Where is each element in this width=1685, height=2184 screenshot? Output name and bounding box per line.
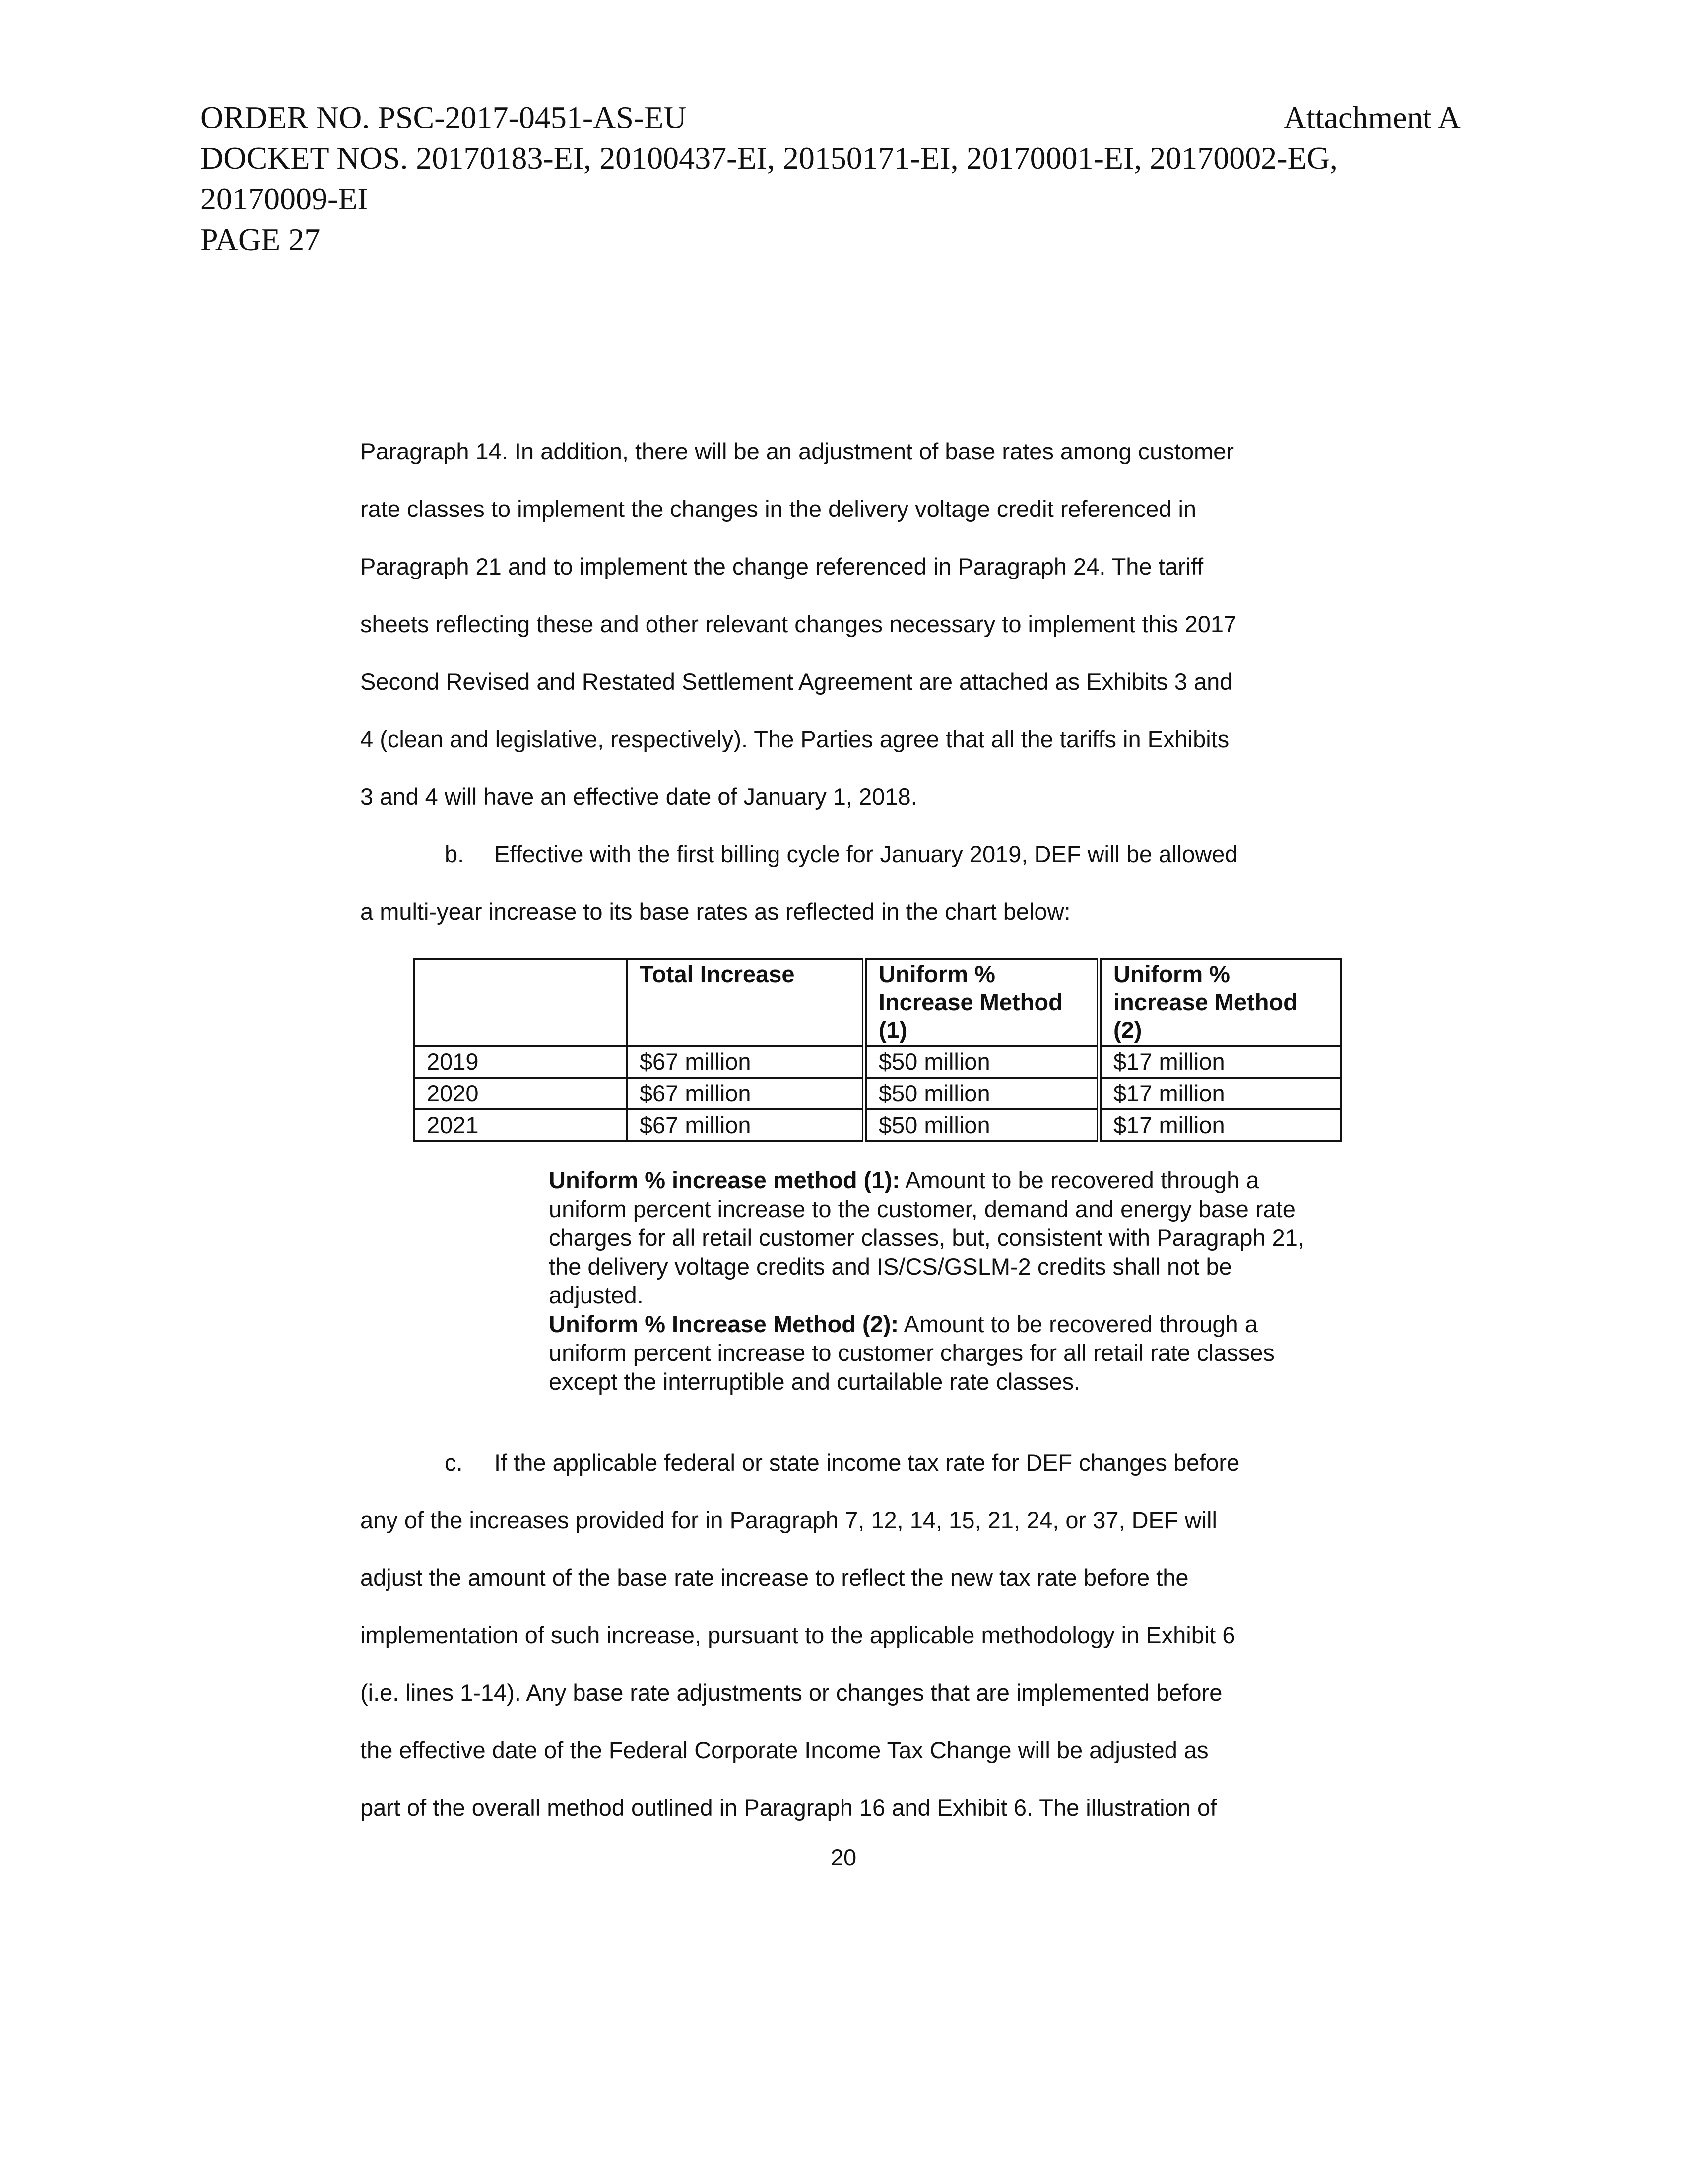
text-line: Paragraph 14. In addition, there will be an adjustment of base rates among customer bbox=[360, 438, 1234, 464]
table-header-cell: Total Increase bbox=[627, 959, 864, 1046]
docket-line-1: DOCKET NOS. 20170183-EI, 20100437-EI, 20150171-EI, 20170001-EI, 20170002-EG, bbox=[200, 140, 1338, 176]
table-row bbox=[414, 1078, 1341, 1109]
table-cell: $50 million bbox=[864, 1046, 1099, 1078]
text-line: adjust the amount of the base rate increase to reflect the new tax rate before the bbox=[360, 1564, 1189, 1591]
rate-increase-table bbox=[413, 958, 1342, 1142]
item-c-first-line bbox=[360, 1434, 1313, 1491]
table-cell: $67 million bbox=[627, 1078, 864, 1109]
year-cell: 2020 bbox=[414, 1078, 627, 1109]
note-1-text: Amount to be recovered through a uniform percent increase to the customer, demand and energy base rate charges for all retail customer classes, but, consistent with Paragraph 21, the delivery voltage credits and IS/CS/GSLM-2 credits shall not be adjusted. bbox=[549, 1167, 1305, 1308]
text-line: the effective date of the Federal Corporate Income Tax Change will be adjusted as bbox=[360, 1737, 1209, 1763]
note-method-2 bbox=[549, 1310, 1333, 1396]
item-c-paragraph bbox=[360, 1434, 1313, 1837]
text-line: part of the overall method outlined in Paragraph 16 and Exhibit 6. The illustration of bbox=[360, 1795, 1217, 1821]
table-header-cell: Uniform % increase Method (2) bbox=[1099, 959, 1341, 1046]
item-b-text: Effective with the first billing cycle for January 2019, DEF will be allowed bbox=[494, 841, 1238, 867]
text-line: any of the increases provided for in Paragraph 7, 12, 14, 15, 21, 24, or 37, DEF will bbox=[360, 1507, 1217, 1533]
item-c-label: c. bbox=[445, 1449, 463, 1476]
item-b-label: b. bbox=[445, 841, 464, 867]
item-b-first-line bbox=[360, 826, 1313, 883]
table-cell: $17 million bbox=[1099, 1109, 1341, 1141]
item-c-text: If the applicable federal or state income tax rate for DEF changes before bbox=[494, 1449, 1240, 1476]
table-header-row bbox=[414, 959, 1341, 1046]
table-cell: $67 million bbox=[627, 1109, 864, 1141]
order-number: ORDER NO. PSC-2017-0451-AS-EU bbox=[200, 100, 687, 135]
table-cell: $50 million bbox=[864, 1078, 1099, 1109]
text-line: Paragraph 21 and to implement the change referenced in Paragraph 24. The tariff bbox=[360, 553, 1204, 579]
year-cell: 2019 bbox=[414, 1046, 627, 1078]
text-line: 3 and 4 will have an effective date of January 1, 2018. bbox=[360, 783, 917, 810]
table-header-cell bbox=[414, 959, 627, 1046]
table-row bbox=[414, 1109, 1341, 1141]
table-cell: $17 million bbox=[1099, 1046, 1341, 1078]
note-2-text: Amount to be recovered through a uniform percent increase to customer charges for all retail rate classes except the interruptible and curtailable rate classes. bbox=[549, 1311, 1275, 1395]
table-notes bbox=[549, 1166, 1333, 1396]
document-header bbox=[200, 97, 1461, 260]
note-method-1 bbox=[549, 1166, 1333, 1310]
attachment-label: Attachment A bbox=[1283, 100, 1461, 135]
text-line: a multi-year increase to its base rates as reflected in the chart below: bbox=[360, 899, 1071, 925]
table-header-cell: Uniform % Increase Method (1) bbox=[864, 959, 1099, 1046]
text-line: 4 (clean and legislative, respectively). The Parties agree that all the tariffs in Exhibits bbox=[360, 726, 1230, 752]
header-row-order bbox=[200, 97, 1461, 138]
page-label: PAGE 27 bbox=[200, 222, 321, 257]
docket-line-2: 20170009-EI bbox=[200, 181, 368, 216]
table-row bbox=[414, 1046, 1341, 1078]
table-cell: $67 million bbox=[627, 1046, 864, 1078]
table-cell: $17 million bbox=[1099, 1078, 1341, 1109]
text-line: sheets reflecting these and other relevant changes necessary to implement this 2017 bbox=[360, 611, 1237, 637]
text-line: rate classes to implement the changes in the delivery voltage credit referenced in bbox=[360, 496, 1197, 522]
text-line: implementation of such increase, pursuant to the applicable methodology in Exhibit 6 bbox=[360, 1622, 1235, 1648]
page-number: 20 bbox=[830, 1844, 857, 1870]
note-1-label: Uniform % increase method (1): bbox=[549, 1167, 900, 1193]
text-line: Second Revised and Restated Settlement Agreement are attached as Exhibits 3 and bbox=[360, 668, 1233, 695]
note-2-label: Uniform % Increase Method (2): bbox=[549, 1311, 899, 1337]
paragraph-continuation bbox=[360, 423, 1313, 941]
year-cell: 2021 bbox=[414, 1109, 627, 1141]
table-cell: $50 million bbox=[864, 1109, 1099, 1141]
text-line: (i.e. lines 1-14). Any base rate adjustments or changes that are implemented before bbox=[360, 1679, 1223, 1706]
